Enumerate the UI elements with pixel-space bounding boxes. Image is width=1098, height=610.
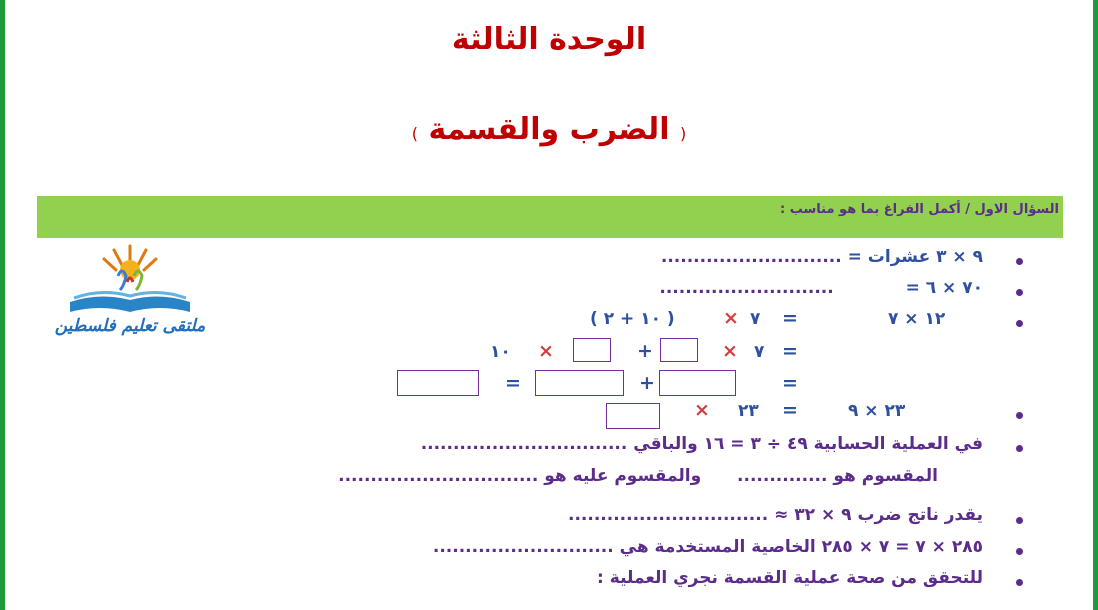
line-9-text: يقدر ناتج ضرب ٩ × ٣٢ ≈: [774, 505, 983, 525]
topic-title-text: الضرب والقسمة: [428, 112, 670, 147]
line-7-text: في العملية الحسابية ٤٩ ÷ ٣ = ١٦ والباقي: [633, 434, 983, 454]
answer-box[interactable]: [573, 338, 611, 362]
answer-box[interactable]: [659, 370, 736, 396]
line-8-text-a: المقسوم هو: [833, 466, 938, 486]
line-3-left: ١٢ × ٧: [888, 309, 946, 329]
line-10: [433, 537, 983, 557]
bullet: [1016, 412, 1023, 419]
line-4-seven: ٧: [754, 342, 765, 362]
line-1: [661, 247, 983, 267]
paren-open: (: [679, 124, 687, 143]
line-6-right: ٢٣: [738, 401, 759, 421]
line-2-expr: ٧٠ × ٦ =: [905, 278, 983, 298]
line-8: [338, 466, 938, 486]
question-title: السؤال الاول / أكمل الفراغ بما هو مناسب :: [780, 202, 1059, 217]
line-11: [597, 568, 983, 588]
bullet: [1016, 548, 1023, 555]
answer-box[interactable]: [535, 370, 624, 396]
logo-text: ملتقى تعليم فلسطين: [54, 316, 206, 336]
line-11-text: للتحقق من صحة عملية القسمة نجري العملية :: [597, 568, 983, 588]
line-2: [659, 278, 983, 298]
bullet: [1016, 289, 1023, 296]
bullet: [1016, 258, 1023, 265]
line-4-eq: =: [782, 340, 798, 362]
answer-box[interactable]: [606, 403, 660, 429]
line-6-eq: =: [782, 399, 798, 421]
line-8-text-b: والمقسوم عليه هو: [544, 466, 702, 486]
paren-close: ): [411, 124, 419, 143]
page-border-left: [0, 0, 5, 610]
line-1-blank: ............................: [660, 247, 842, 267]
bullet: [1016, 517, 1023, 524]
line-4-times: ×: [722, 340, 738, 362]
line-6-left: ٢٣ × ٩: [848, 401, 906, 421]
line-10-text: ٢٨٥ × ٧ = ٧ × ٢٨٥ الخاصية المستخدمة هي: [619, 537, 983, 557]
page-border-right: [1093, 0, 1098, 610]
unit-title: الوحدة الثالثة: [451, 22, 647, 57]
answer-box[interactable]: [397, 370, 479, 396]
line-3-right: ( ١٠ + ٢ ): [590, 309, 675, 329]
line-1-expr: ٩ × ٣ عشرات =: [847, 247, 983, 267]
line-10-blank: ............................: [432, 537, 614, 557]
line-4-plus: +: [637, 340, 653, 362]
line-4-times-2: ×: [538, 340, 554, 362]
open-book-icon: [30, 240, 230, 320]
line-5-eq-2: =: [505, 372, 521, 394]
question-bar: [37, 196, 1063, 238]
line-7: [421, 434, 983, 454]
topic-title: [0, 112, 1098, 147]
line-7-blank: ................................: [420, 434, 628, 454]
answer-box[interactable]: [660, 338, 698, 362]
bullet: [1016, 579, 1023, 586]
line-8-blank-b: ...............................: [338, 466, 539, 486]
bullet: [1016, 445, 1023, 452]
logo: [30, 240, 230, 340]
line-5-eq: =: [782, 372, 798, 394]
line-3-eq: =: [782, 307, 798, 329]
line-8-blank-a: ..............: [737, 466, 828, 486]
line-6-times: ×: [694, 399, 710, 421]
line-3-times: ×: [723, 307, 739, 329]
bullet: [1016, 320, 1023, 327]
line-2-blank: ...........................: [659, 278, 834, 298]
line-9: [568, 505, 983, 525]
line-4-ten: ١٠: [490, 342, 511, 362]
line-9-blank: ...............................: [567, 505, 769, 525]
line-5-plus: +: [639, 372, 655, 394]
line-3-seven: ٧: [750, 309, 761, 329]
